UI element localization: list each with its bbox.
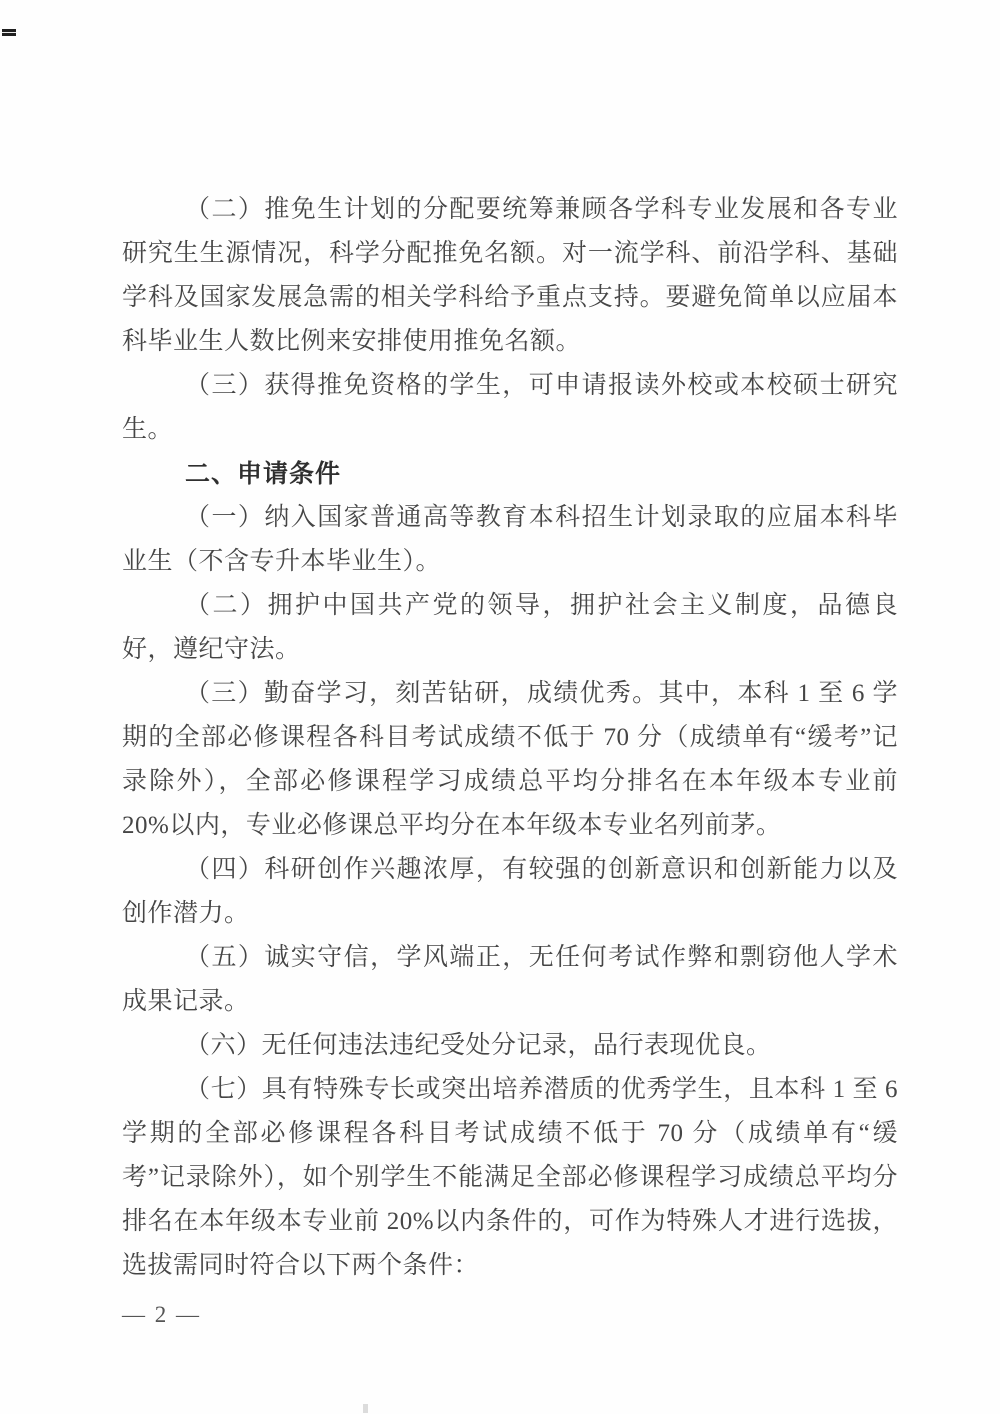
scan-artifact-mark (2, 29, 16, 36)
paragraph-plan-allocation: （二）推免生计划的分配要统筹兼顾各学科专业发展和各专业研究生生源情况，科学分配推免名额。对一流学科、前沿学科、基础学科及国家发展急需的相关学科给予重点支持。要避免简单以应届本科毕业生人数比例来安排使用推免名额。 (122, 196, 898, 355)
document-body (122, 188, 898, 1288)
paragraph-condition-1: （一）纳入国家普通高等教育本科招生计划录取的应届本科毕业生（不含专升本毕业生）。 (122, 504, 898, 575)
scan-artifact-dot (363, 1404, 368, 1413)
paragraph-condition-7: （七）具有特殊专长或突出培养潜质的优秀学生，且本科 1 至 6 学期的全部必修课程各科目考试成绩不低于 70 分（成绩单有“缓考”记录除外），如个别学生不能满足全部必修课程学习成绩总平均分排名在本年级本专业前 20%以内条件的，可作为特殊人才进行选拔，选拔需同时符合以下两个条件： (122, 1076, 898, 1279)
paragraph-condition-3: （三）勤奋学习，刻苦钻研，成绩优秀。其中，本科 1 至 6 学期的全部必修课程各科目考试成绩不低于 70 分（成绩单有“缓考”记录除外），全部必修课程学习成绩总平均分排名在本年级本专业前 20%以内，专业必修课总平均分在本年级本专业名列前茅。 (122, 680, 898, 839)
paragraph-condition-6: （六）无任何违法违纪受处分记录，品行表现优良。 (185, 1032, 772, 1059)
paragraph-eligible-apply: （三）获得推免资格的学生，可申请报读外校或本校硕士研究生。 (122, 372, 898, 443)
paragraph-condition-4: （四）科研创作兴趣浓厚，有较强的创新意识和创新能力以及创作潜力。 (122, 856, 898, 927)
section-heading-application-conditions: 二、申请条件 (185, 460, 342, 488)
page-number: — 2 — (122, 1302, 201, 1327)
paragraph-condition-5: （五）诚实守信，学风端正，无任何考试作弊和剽窃他人学术成果记录。 (122, 944, 898, 1015)
paragraph-condition-2: （二）拥护中国共产党的领导，拥护社会主义制度，品德良好，遵纪守法。 (122, 592, 898, 663)
